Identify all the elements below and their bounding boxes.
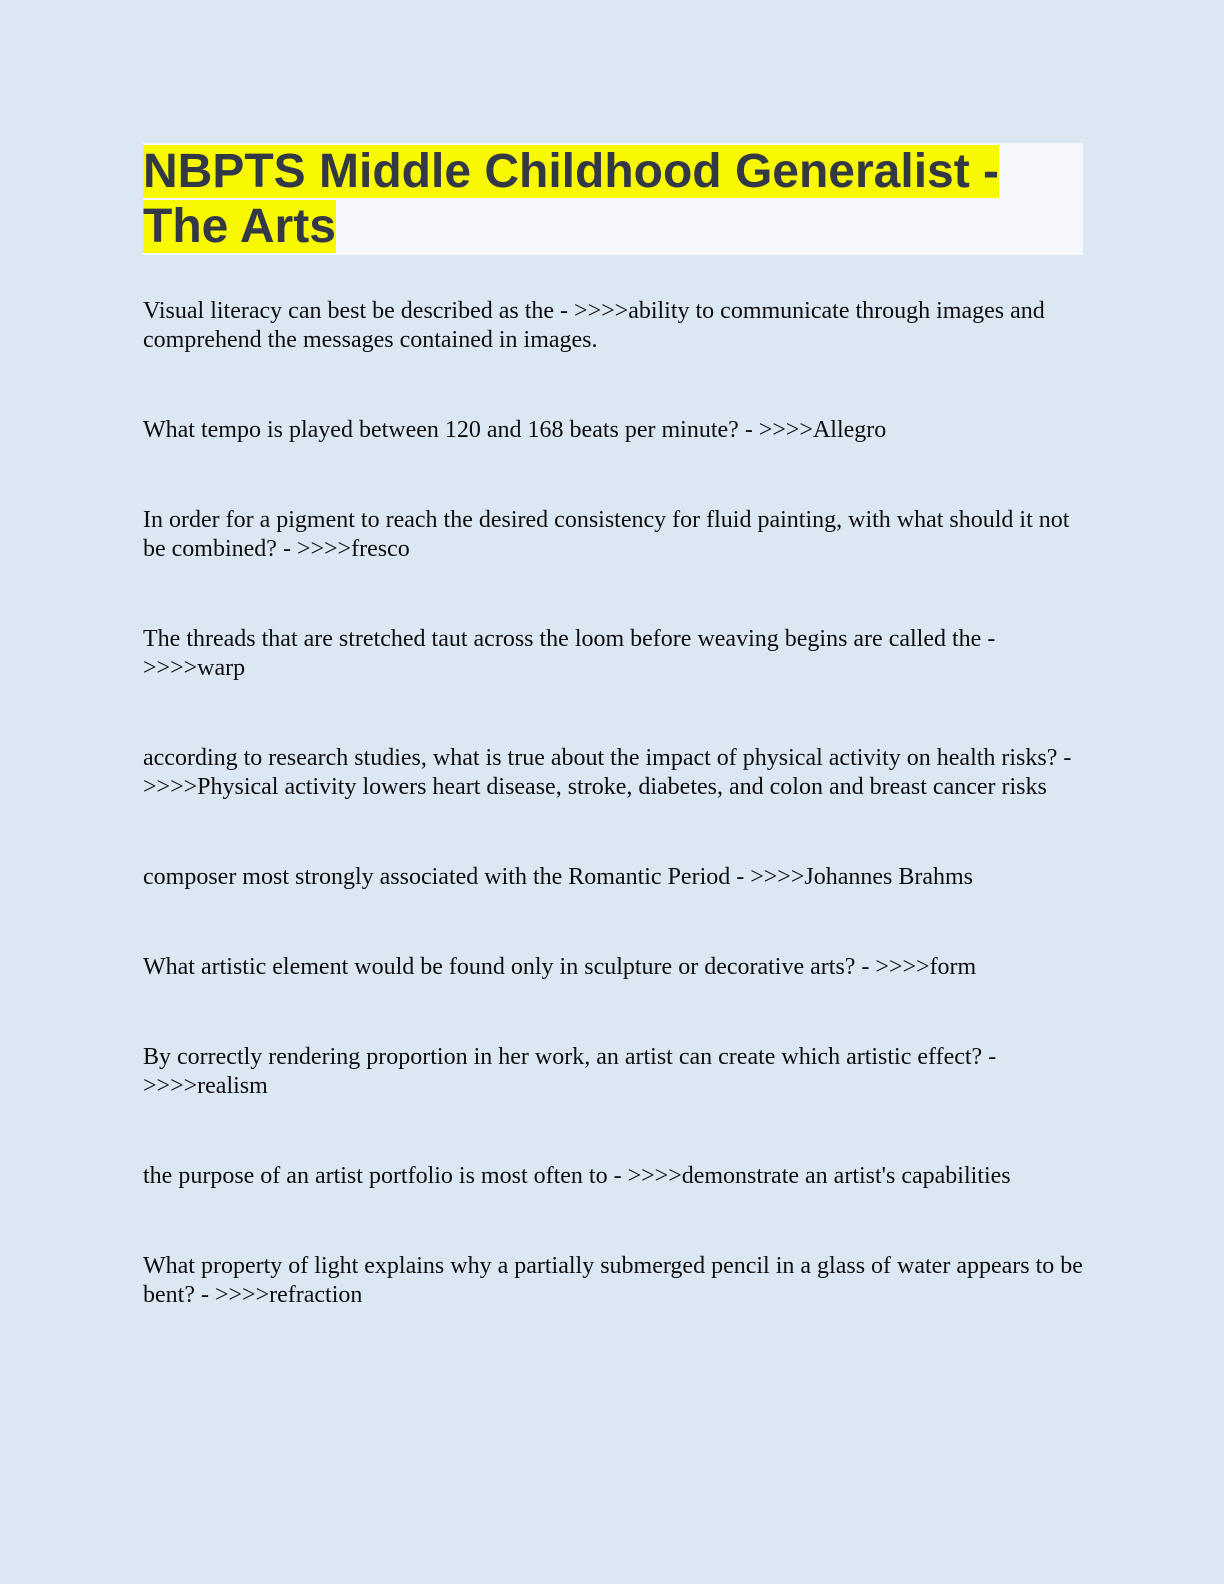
page-title — [143, 144, 1083, 254]
qa-paragraph: the purpose of an artist portfolio is most often to - >>>>demonstrate an artist's capabilities — [143, 1163, 1011, 1189]
page-title-highlight: NBPTS Middle Childhood Generalist - The Arts — [143, 145, 1000, 253]
qa-paragraph: Visual literacy can best be described as the - >>>>ability to communicate through images and comprehend the messages contained in images. — [143, 298, 1045, 353]
qa-list — [143, 297, 1084, 1310]
qa-paragraph: according to research studies, what is true about the impact of physical activity on health risks? - >>>>Physical activity lowers heart disease, stroke, diabetes, and colon and breast cancer risks — [143, 745, 1072, 800]
title-block — [143, 143, 1083, 255]
qa-paragraph: composer most strongly associated with the Romantic Period - >>>>Johannes Brahms — [143, 864, 974, 890]
qa-paragraph: What artistic element would be found only in sculpture or decorative arts? - >>>>form — [143, 954, 977, 980]
qa-paragraph: What property of light explains why a partially submerged pencil in a glass of water appears to be bent? - >>>>refraction — [143, 1253, 1083, 1308]
qa-paragraph: What tempo is played between 120 and 168 beats per minute? - >>>>Allegro — [143, 417, 887, 443]
qa-paragraph: In order for a pigment to reach the desired consistency for fluid painting, with what should it not be combined? - >>>>fresco — [143, 507, 1070, 562]
qa-paragraph: The threads that are stretched taut across the loom before weaving begins are called the - >>>>warp — [143, 626, 996, 681]
qa-paragraph: By correctly rendering proportion in her work, an artist can create which artistic effect? - >>>>realism — [143, 1044, 997, 1099]
